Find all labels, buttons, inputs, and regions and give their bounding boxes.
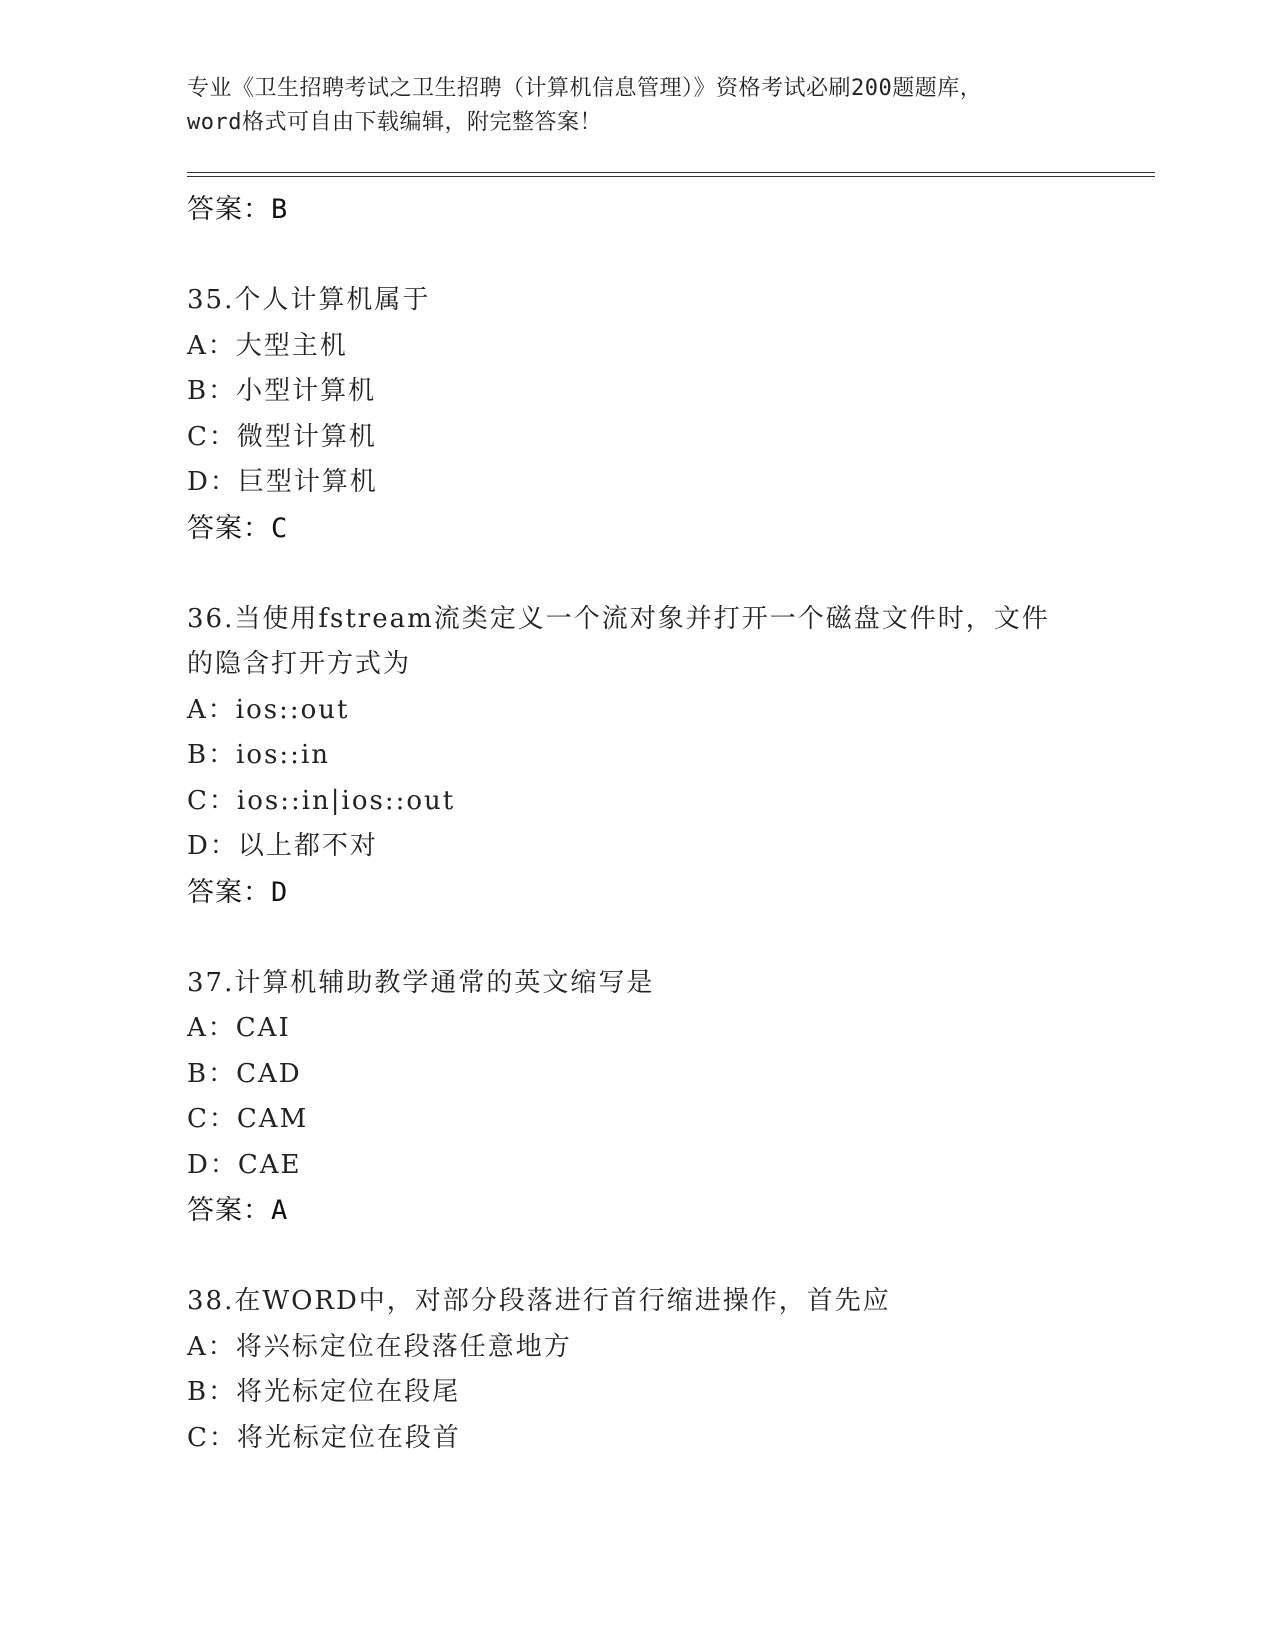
- option-c: C：将光标定位在段首: [187, 1422, 461, 1453]
- header-rule-bottom: [187, 176, 1155, 177]
- option-a: A：大型主机: [187, 330, 348, 361]
- option-a: A：将兴标定位在段落任意地方: [187, 1331, 572, 1362]
- spacer: [187, 233, 1087, 279]
- question-stem: 35.个人计算机属于: [187, 285, 431, 315]
- header-rule-top: [187, 172, 1155, 173]
- option-b: B：CAD: [187, 1058, 302, 1089]
- option-c: C：ios::in|ios::out: [187, 785, 456, 816]
- option-a: A：ios::out: [187, 694, 350, 725]
- option-c: C：微型计算机: [187, 421, 377, 452]
- question-37: [187, 961, 1087, 1234]
- question-36: [187, 597, 1087, 916]
- answer-prev: 答案：B: [187, 194, 289, 225]
- spacer: [187, 551, 1087, 597]
- question-38: [187, 1279, 1087, 1461]
- question-list: [187, 187, 1087, 1461]
- spacer: [187, 1234, 1087, 1280]
- header-line-1: 专业《卫生招聘考试之卫生招聘（计算机信息管理）》资格考试必刷200题题库，: [187, 76, 983, 101]
- option-b: B：小型计算机: [187, 376, 377, 406]
- option-b: B：将光标定位在段尾: [187, 1377, 461, 1407]
- question-stem-line-2: 的隐含打开方式为: [187, 649, 412, 679]
- question-stem-line-1: 36.当使用fstream流类定义一个流对象并打开一个磁盘文件时，文件: [187, 603, 1050, 634]
- spacer: [187, 915, 1087, 961]
- option-c: C：CAM: [187, 1104, 309, 1134]
- option-d: D：以上都不对: [187, 831, 378, 861]
- option-a: A：CAI: [187, 1013, 291, 1043]
- header-line-2: word格式可自由下载编辑，附完整答案！: [187, 110, 602, 135]
- option-d: D：CAE: [187, 1149, 302, 1180]
- answer: 答案：C: [187, 512, 289, 544]
- question-stem: 38.在WORD中，对部分段落进行首行缩进操作，首先应: [187, 1286, 891, 1316]
- option-b: B：ios::in: [187, 740, 330, 770]
- document-header: [187, 72, 1087, 140]
- question-stem: 37.计算机辅助教学通常的英文缩写是: [187, 967, 655, 998]
- option-d: D：巨型计算机: [187, 467, 378, 497]
- question-35: [187, 278, 1087, 551]
- answer: 答案：A: [187, 1195, 289, 1226]
- answer: 答案：D: [187, 876, 289, 908]
